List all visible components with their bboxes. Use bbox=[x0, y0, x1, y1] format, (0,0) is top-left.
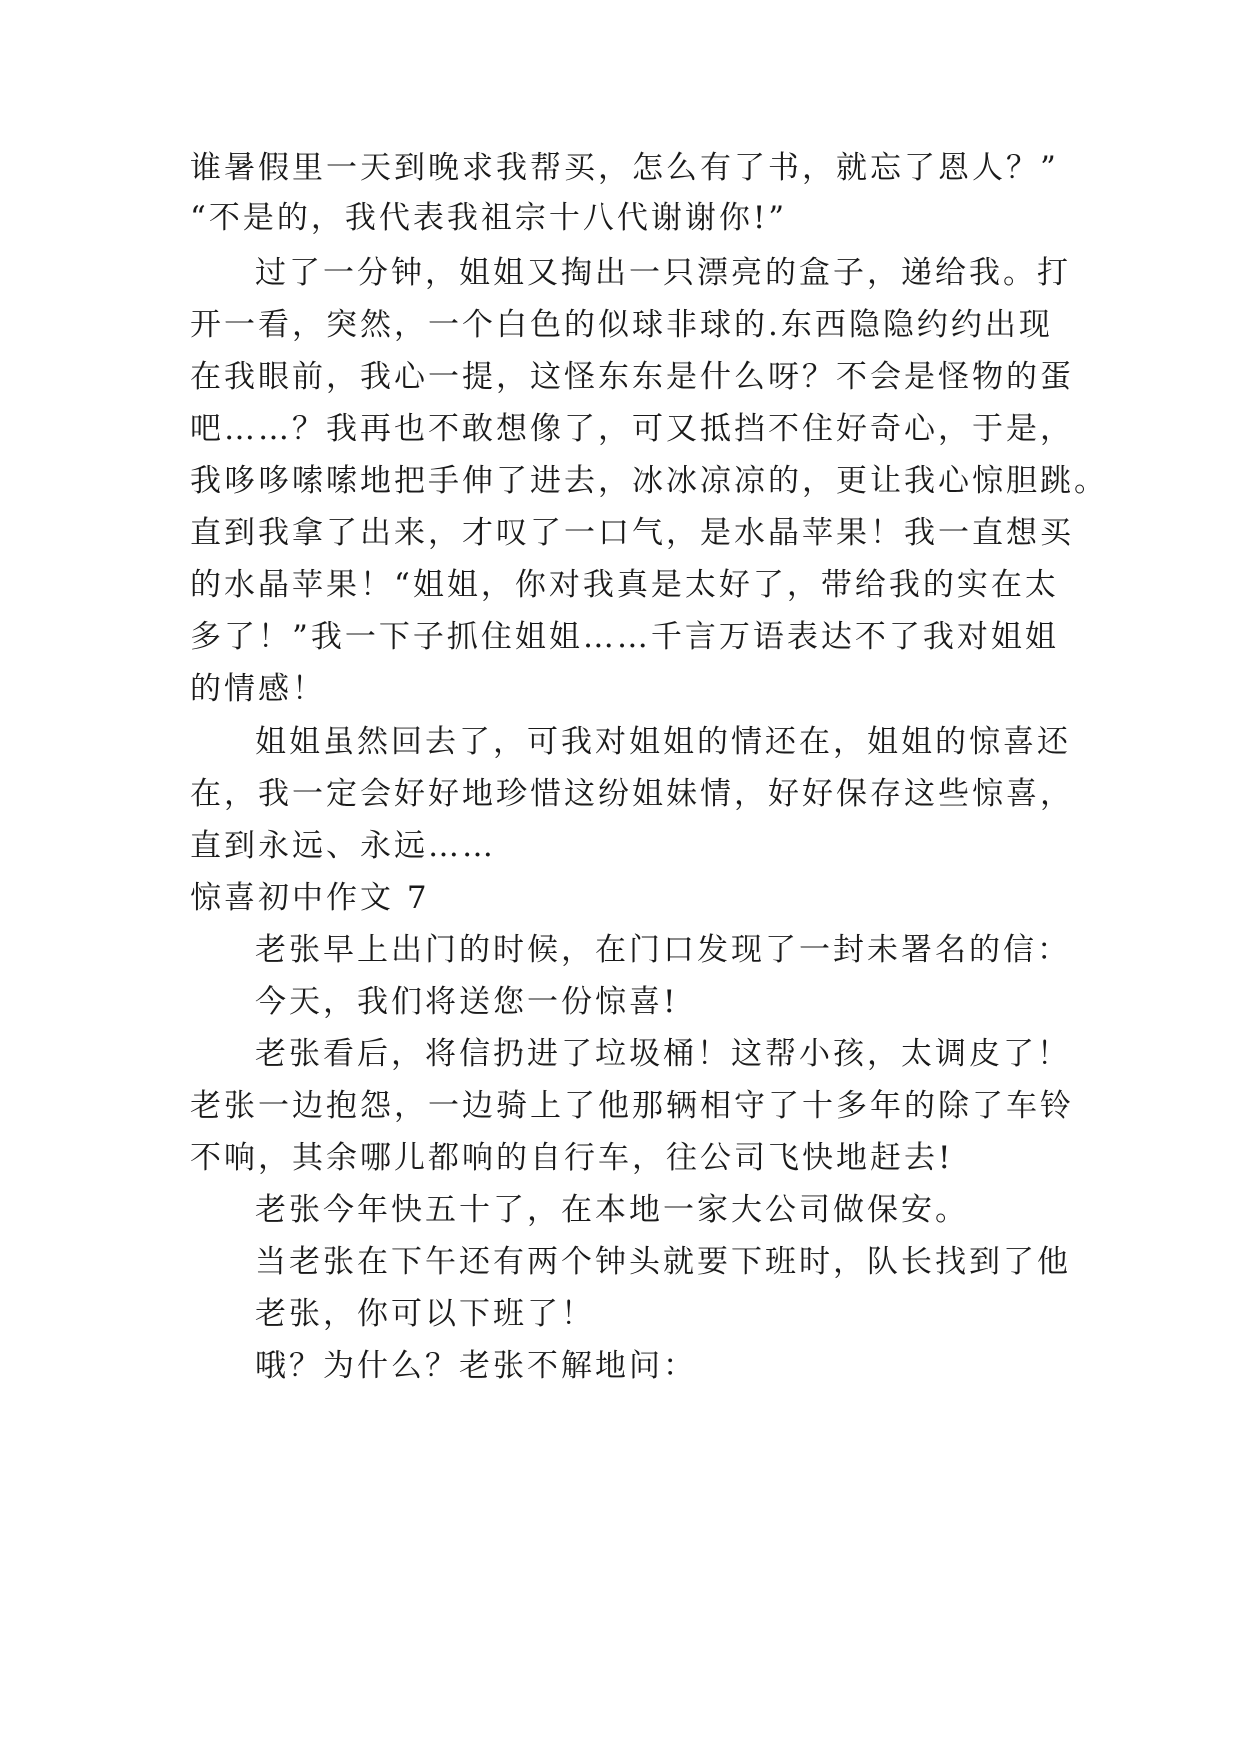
text-line: 直到我拿了出来，才叹了一口气，是水晶苹果！我一直想买 bbox=[190, 515, 1074, 551]
text-line: 在，我一定会好好地珍惜这纷姐妹情，好好保存这些惊喜， bbox=[190, 776, 1074, 812]
text-line: 的情感！ bbox=[190, 671, 326, 707]
text-line: 在我眼前，我心一提，这怪东东是什么呀？不会是怪物的蛋 bbox=[190, 359, 1074, 395]
paragraph-first-line: 哦？为什么？老张不解地问： bbox=[255, 1348, 697, 1384]
paragraph-first-line: 姐姐虽然回去了，可我对姐姐的情还在，姐姐的惊喜还 bbox=[255, 724, 1071, 760]
text-line: 的水晶苹果！“姐姐，你对我真是太好了，带给我的实在太 bbox=[190, 567, 1059, 603]
text-line: 多了！”我一下子抓住姐姐……千言万语表达不了我对姐姐 bbox=[190, 619, 1059, 655]
text-line: 我哆哆嗦嗦地把手伸了进去，冰冰凉凉的，更让我心惊胆跳。 bbox=[190, 463, 1108, 499]
text-line: 不响，其余哪儿都响的自行车，往公司飞快地赶去! bbox=[190, 1140, 954, 1176]
text-line: 老张一边抱怨，一边骑上了他那辆相守了十多年的除了车铃 bbox=[190, 1088, 1074, 1124]
paragraph-first-line: 今天，我们将送您一份惊喜! bbox=[255, 984, 679, 1020]
paragraph-first-line: 老张看后，将信扔进了垃圾桶！这帮小孩，太调皮了！ bbox=[255, 1036, 1071, 1072]
paragraph-first-line: 过了一分钟，姐姐又掏出一只漂亮的盒子，递给我。打 bbox=[255, 255, 1071, 291]
paragraph-first-line: 老张，你可以下班了！ bbox=[255, 1296, 595, 1332]
text-line: 吧……？我再也不敢想像了，可又抵挡不住好奇心，于是， bbox=[190, 411, 1074, 447]
text-line: 开一看，突然，一个白色的似球非球的.东西隐隐约约出现 bbox=[190, 307, 1053, 343]
paragraph-first-line: 老张早上出门的时候，在门口发现了一封未署名的信： bbox=[255, 932, 1071, 968]
paragraph-first-line: 老张今年快五十了，在本地一家大公司做保安。 bbox=[255, 1192, 969, 1228]
text-line: “不是的，我代表我祖宗十八代谢谢你!” bbox=[190, 200, 788, 236]
paragraph-first-line: 当老张在下午还有两个钟头就要下班时，队长找到了他 bbox=[255, 1244, 1071, 1280]
text-line: 直到永远、永远…… bbox=[190, 828, 496, 864]
section-heading: 惊喜初中作文 7 bbox=[190, 880, 430, 916]
text-line: 谁暑假里一天到晚求我帮买，怎么有了书，就忘了恩人？” bbox=[190, 150, 1059, 186]
